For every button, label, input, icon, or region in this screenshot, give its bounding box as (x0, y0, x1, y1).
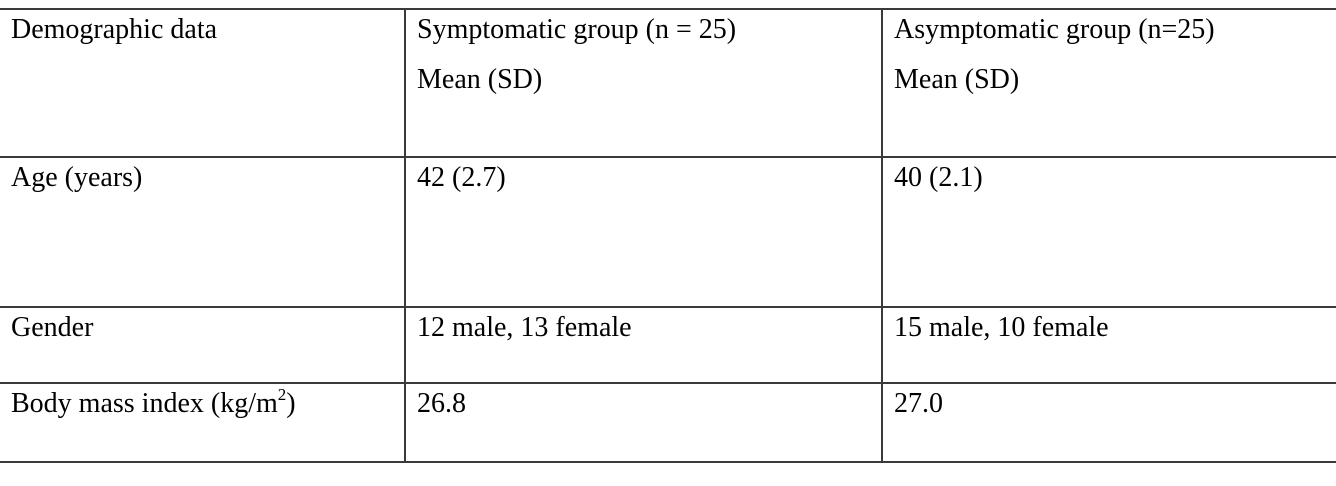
row-label-gender: Gender (0, 307, 405, 383)
cell-symptomatic-age: 42 (2.7) (405, 157, 882, 307)
bmi-label-prefix: Body mass index (kg/m (11, 388, 278, 419)
header-symptomatic-group (405, 9, 882, 157)
header-asymptomatic-group (882, 9, 1336, 157)
table-row-bmi (0, 383, 1336, 462)
cell-asymptomatic-gender: 15 male, 10 female (882, 307, 1336, 383)
bmi-label-suffix: ) (286, 388, 296, 419)
header-symptomatic-title: Symptomatic group (n = 25) (417, 14, 737, 45)
header-symptomatic-subtitle: Mean (SD) (417, 64, 543, 95)
table-header-row (0, 9, 1336, 157)
header-asymptomatic-title: Asymptomatic group (n=25) (894, 14, 1215, 45)
demographic-table (0, 8, 1336, 463)
header-asymptomatic-subtitle: Mean (SD) (894, 64, 1020, 95)
cell-symptomatic-gender: 12 male, 13 female (405, 307, 882, 383)
row-label-bmi (0, 383, 405, 462)
header-demographic-data (0, 9, 405, 157)
cell-symptomatic-bmi: 26.8 (405, 383, 882, 462)
cell-asymptomatic-age: 40 (2.1) (882, 157, 1336, 307)
table-row-age (0, 157, 1336, 307)
bmi-label-superscript: 2 (277, 384, 287, 404)
header-demographic-label: Demographic data (11, 14, 218, 45)
row-label-age: Age (years) (0, 157, 405, 307)
table-row-gender (0, 307, 1336, 383)
cell-asymptomatic-bmi: 27.0 (882, 383, 1336, 462)
